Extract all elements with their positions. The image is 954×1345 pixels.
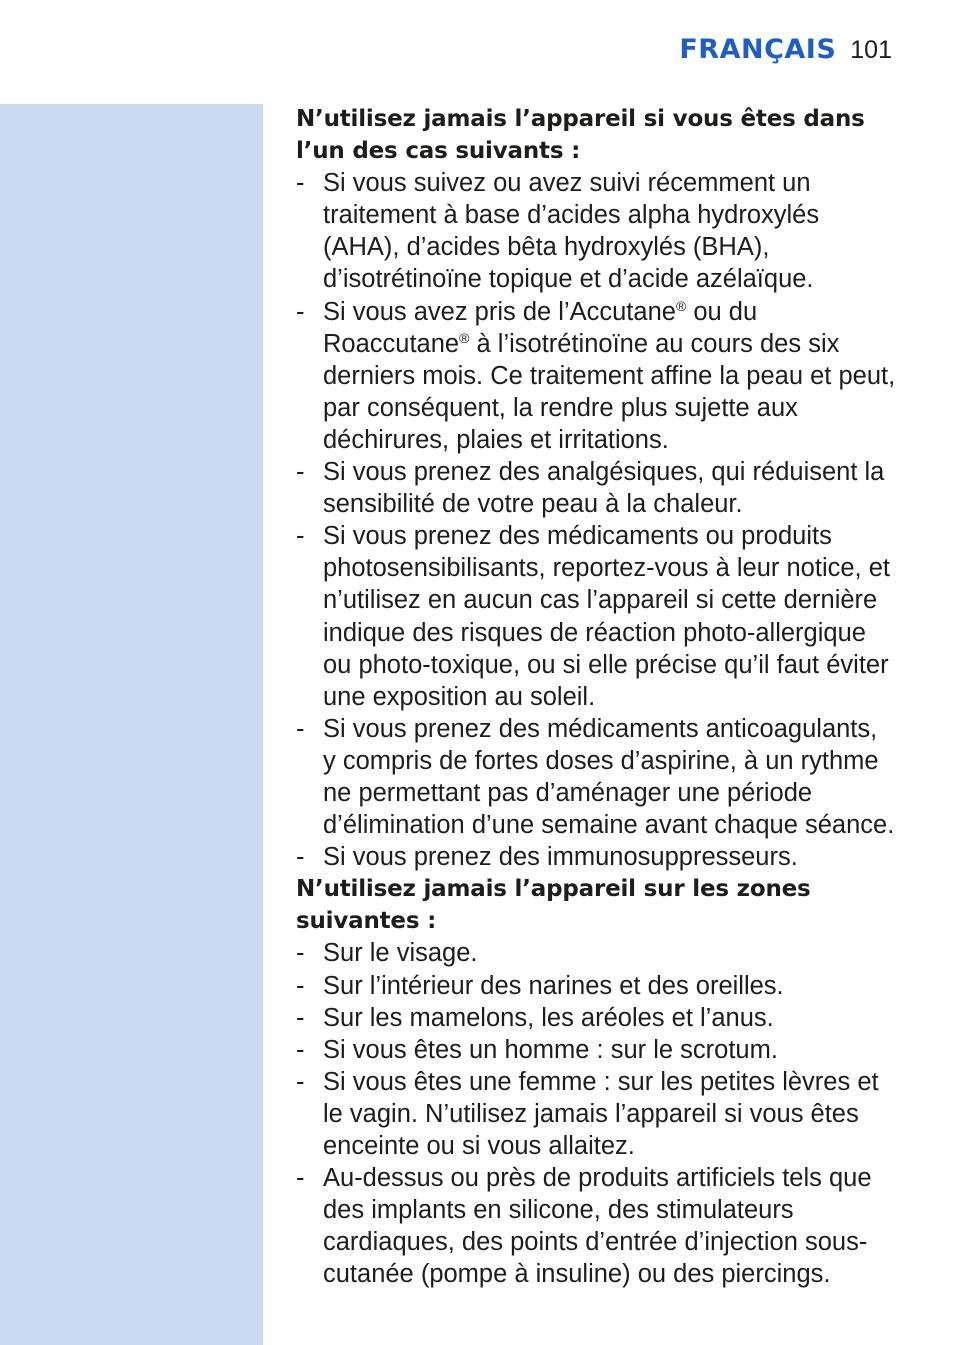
bullet-dash: - — [296, 939, 305, 968]
bullet-dash: - — [296, 971, 305, 1000]
contraindications-list — [296, 167, 896, 873]
bullet-dash: - — [296, 1035, 305, 1064]
list-item: - Si vous êtes une femme : sur les petites lèvres et le vagin. N’utilisez jamais l’appareil si vous êtes enceinte ou si vous allaitez. — [296, 1067, 879, 1160]
bullet-dash: - — [296, 1003, 305, 1032]
list-item: - Si vous prenez des médicaments ou produits photosensibilisants, reportez-vous à leur notice, et n’utilisez en aucun cas l’appareil si cette dernière indique des risques de réaction photo-allergique ou photo-toxique, ou si elle précise qu’il faut éviter une exposition au soleil. — [296, 522, 890, 711]
section-heading-contraindications: N’utilisez jamais l’appareil si vous êtes dans l’un des cas suivants : — [296, 106, 865, 165]
list-item: - Si vous suivez ou avez suivi récemment un traitement à base d’acides alpha hydroxylés (AHA), d’acides bêta hydroxylés (BHA), d’isotrétinoïne topique et d’acide azélaïque. — [296, 169, 820, 294]
main-content — [296, 103, 896, 1290]
list-item: - Si vous êtes un homme : sur le scrotum. — [296, 1034, 896, 1066]
bullet-dash: - — [296, 1067, 305, 1096]
section-heading-zones: N’utilisez jamais l’appareil sur les zones suivantes : — [296, 876, 811, 935]
language-label: FRANÇAIS — [679, 34, 837, 65]
list-item: - Sur l’intérieur des narines et des oreilles. — [296, 970, 896, 1002]
list-item: - Au-dessus ou près de produits artificiels tels que des implants en silicone, des stimulateurs cardiaques, des points d’entrée d’injection sous-cutanée (pompe à insuline) ou des piercings. — [296, 1164, 872, 1289]
page-header — [679, 34, 892, 65]
list-item: - Sur le visage. — [296, 937, 896, 969]
bullet-dash: - — [296, 1164, 305, 1193]
bullet-dash: - — [296, 458, 305, 487]
list-item: - Si vous prenez des médicaments anticoagulants, y compris de fortes doses d’aspirine, à un rythme ne permettant pas d’aménager une période d’élimination d’une semaine avant chaque séance. — [296, 714, 895, 840]
bullet-dash: - — [296, 714, 305, 743]
list-item: - Sur les mamelons, les aréoles et l’anus. — [296, 1002, 896, 1034]
registered-mark: ® — [459, 329, 470, 346]
bullet-dash: - — [296, 522, 305, 551]
bullet-dash: - — [296, 297, 305, 326]
page-number: 101 — [850, 36, 892, 64]
bullet-dash: - — [296, 169, 305, 198]
sidebar-panel — [0, 104, 263, 1345]
zones-list — [296, 937, 896, 1290]
list-item: - Si vous avez pris de l’Accutane® ou du Roaccutane® à l’isotrétinoïne au cours des six derniers mois. Ce traitement affine la peau et peut, par conséquent, la rendre plus sujette aux déchirures, plaies et irritations. — [296, 297, 896, 454]
registered-mark: ® — [675, 297, 687, 314]
bullet-dash: - — [296, 843, 305, 872]
list-item: - Si vous prenez des immunosuppresseurs. — [296, 841, 896, 873]
list-item: - Si vous prenez des analgésiques, qui réduisent la sensibilité de votre peau à la chaleur. — [296, 458, 885, 519]
